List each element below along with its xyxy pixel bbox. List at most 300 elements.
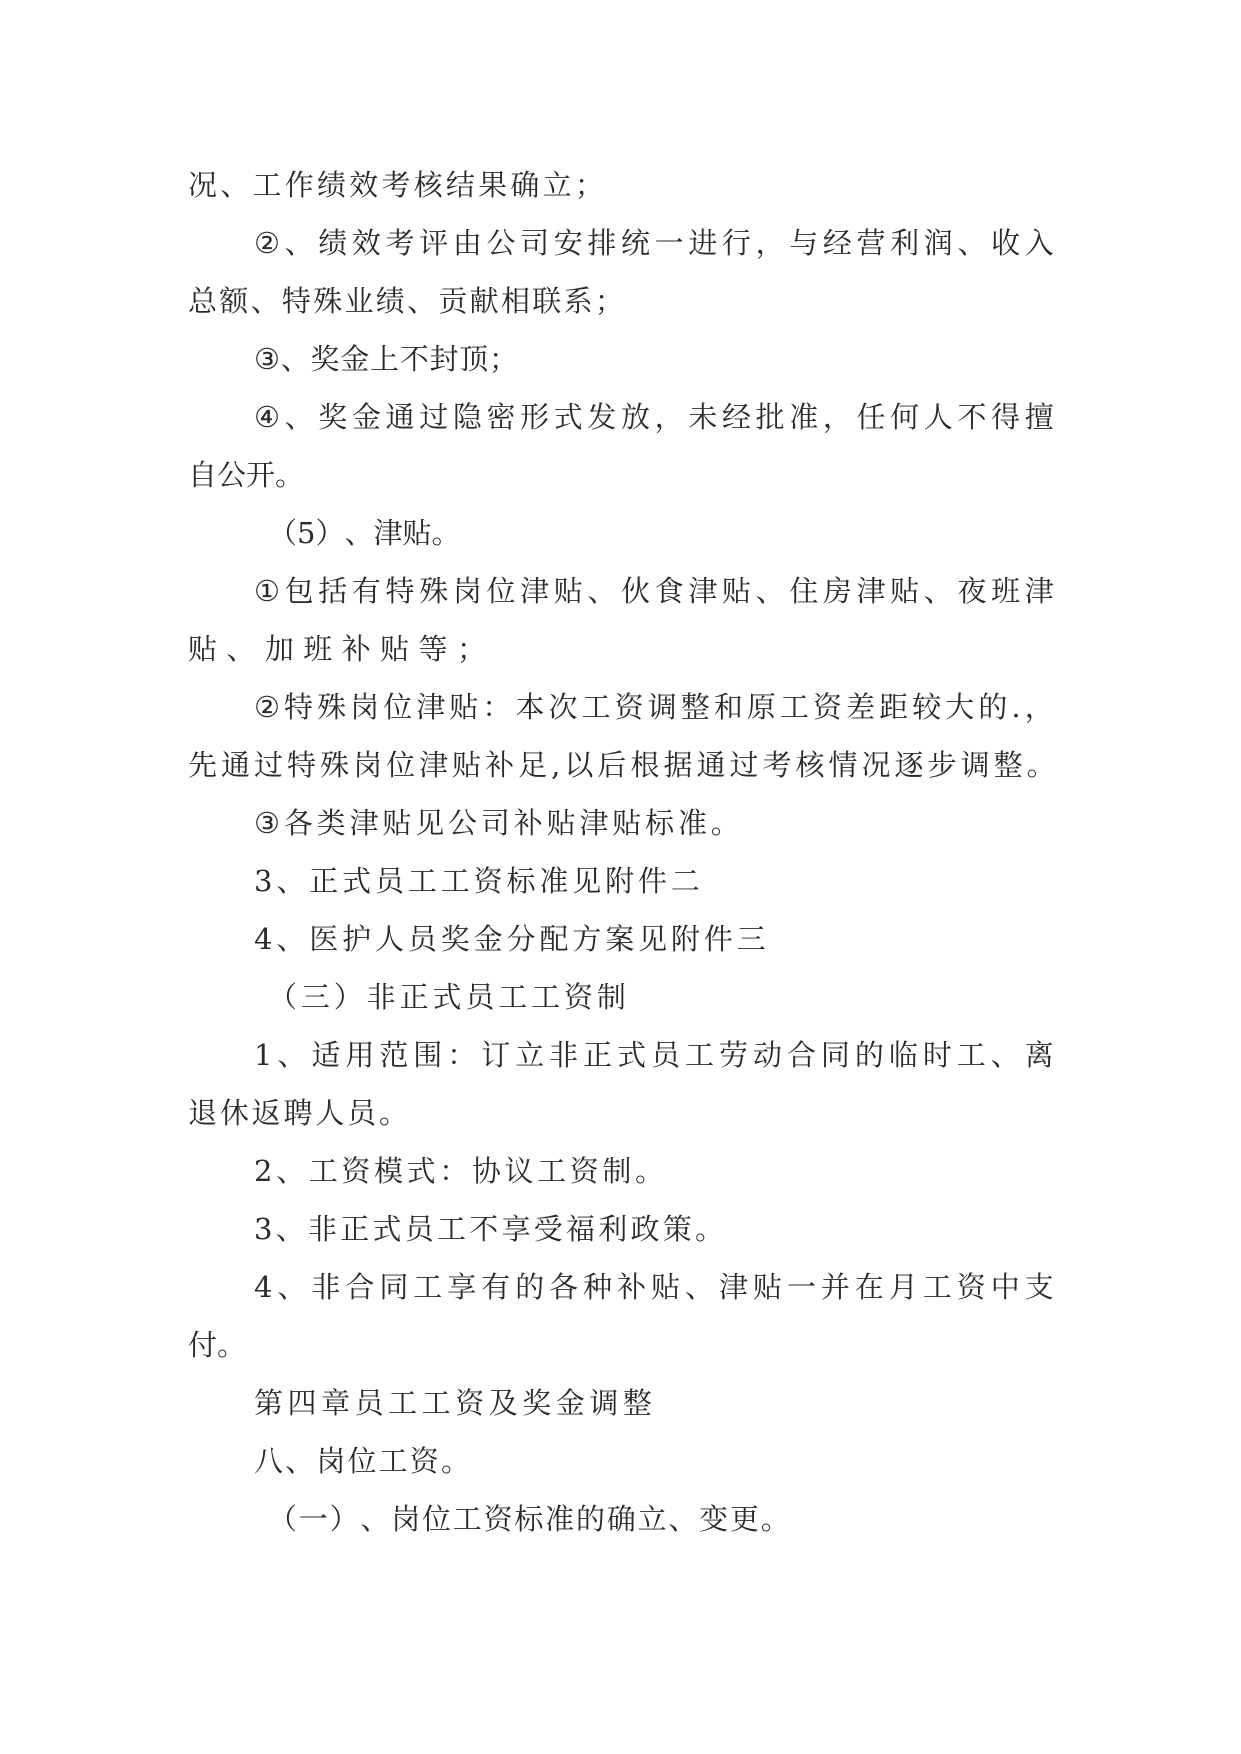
glyph: 劳 — [719, 1038, 749, 1072]
glyph: 通 — [696, 748, 726, 782]
glyph: 工 — [537, 1154, 567, 1188]
glyph: 。 — [431, 516, 461, 550]
glyph: 过 — [254, 748, 284, 782]
glyph: 、 — [226, 632, 256, 666]
glyph: 据 — [663, 748, 693, 782]
glyph: 工 — [407, 864, 437, 898]
glyph: 八 — [254, 1444, 284, 1478]
glyph: 公 — [217, 458, 247, 492]
glyph: 司 — [520, 226, 550, 260]
glyph: 、 — [755, 574, 785, 608]
glyph: 额 — [219, 284, 249, 318]
glyph: 核 — [413, 168, 443, 202]
glyph: 制 — [602, 1154, 632, 1188]
glyph: 工 — [956, 1038, 986, 1072]
glyph: 献 — [469, 284, 499, 318]
text-line — [254, 570, 1054, 612]
glyph: 退 — [188, 1096, 218, 1130]
glyph: 利 — [890, 226, 920, 260]
glyph: 先 — [188, 748, 218, 782]
glyph: 贴 — [382, 806, 412, 840]
glyph: 变 — [699, 1502, 729, 1536]
glyph: 、 — [360, 1502, 390, 1536]
glyph: 正 — [583, 1038, 613, 1072]
glyph: 策 — [662, 1212, 692, 1246]
glyph: ； — [456, 632, 486, 666]
glyph: ： — [482, 690, 512, 724]
glyph: 班 — [991, 574, 1021, 608]
glyph: 形 — [520, 400, 550, 434]
glyph: 资 — [409, 1444, 439, 1478]
glyph: 、 — [587, 574, 617, 608]
glyph: 分 — [506, 922, 536, 956]
glyph: 工 — [452, 1502, 482, 1536]
glyph: 特 — [385, 574, 415, 608]
glyph: 工 — [413, 1270, 443, 1304]
glyph: 享 — [447, 1270, 477, 1304]
glyph: 类 — [316, 806, 346, 840]
glyph: 休 — [219, 1096, 249, 1130]
glyph: 资 — [483, 1502, 513, 1536]
glyph: 位 — [386, 748, 416, 782]
glyph: 同 — [379, 1270, 409, 1304]
glyph: 差 — [846, 690, 876, 724]
glyph: 三 — [300, 980, 330, 1014]
glyph: 伙 — [621, 574, 651, 608]
glyph: 原 — [746, 690, 776, 724]
glyph: 、 — [220, 168, 250, 202]
glyph: 标 — [645, 806, 675, 840]
glyph: 金 — [340, 342, 370, 376]
glyph: 、 — [407, 284, 437, 318]
glyph: 奖 — [310, 342, 340, 376]
glyph: 式 — [553, 400, 583, 434]
glyph: 、 — [284, 400, 314, 434]
glyph: 过 — [729, 748, 759, 782]
glyph: 员 — [407, 922, 437, 956]
glyph: 后 — [597, 748, 627, 782]
glyph: 一 — [654, 226, 684, 260]
glyph: 食 — [654, 574, 684, 608]
glyph: 开 — [246, 458, 276, 492]
glyph: 特 — [287, 748, 317, 782]
glyph: 经 — [822, 226, 852, 260]
subsection-heading — [268, 1498, 790, 1540]
glyph: ： — [439, 1154, 469, 1188]
glyph: 津 — [719, 1270, 749, 1304]
glyph: 模 — [373, 1154, 403, 1188]
glyph: 资 — [455, 1386, 485, 1420]
glyph: 与 — [789, 226, 819, 260]
glyph: 件 — [637, 864, 667, 898]
text-line — [188, 454, 305, 496]
glyph: 立 — [637, 1502, 667, 1536]
glyph: 何 — [890, 400, 920, 434]
glyph: 安 — [553, 226, 583, 260]
glyph: 式 — [432, 980, 462, 1014]
glyph: 贴 — [651, 1270, 681, 1304]
glyph: 考 — [762, 748, 792, 782]
glyph: 工 — [581, 690, 611, 724]
text-line — [254, 338, 518, 380]
glyph: 公 — [448, 806, 478, 840]
glyph: 、 — [284, 226, 314, 260]
glyph: ② — [254, 226, 280, 260]
glyph: 系 — [563, 284, 593, 318]
glyph: 密 — [486, 400, 516, 434]
glyph: 、 — [280, 342, 310, 376]
glyph: 正 — [309, 864, 339, 898]
glyph: 绩 — [375, 284, 405, 318]
glyph: 贴 — [721, 574, 751, 608]
glyph: 奖 — [522, 1386, 552, 1420]
glyph: 并 — [820, 1270, 850, 1304]
glyph: 工 — [436, 1212, 466, 1246]
glyph: 附 — [605, 864, 635, 898]
glyph: 上 — [369, 342, 399, 376]
glyph: 。 — [275, 458, 305, 492]
glyph: 的 — [854, 1038, 884, 1072]
glyph: 2 — [254, 1154, 273, 1188]
text-line — [188, 280, 624, 322]
glyph: 房 — [822, 574, 852, 608]
glyph: 得 — [991, 400, 1021, 434]
text-line — [254, 1266, 1054, 1308]
glyph: 4 — [254, 922, 273, 956]
glyph: 付 — [188, 1328, 218, 1362]
glyph: 殊 — [320, 748, 350, 782]
glyph: 准 — [789, 400, 819, 434]
glyph: 司 — [480, 806, 510, 840]
glyph: 式 — [342, 864, 372, 898]
glyph: 正 — [340, 1212, 370, 1246]
glyph: 补 — [617, 1270, 647, 1304]
glyph: 资 — [614, 690, 644, 724]
glyph: 方 — [572, 922, 602, 956]
glyph: 作 — [284, 168, 314, 202]
glyph: 一 — [298, 1502, 328, 1536]
glyph: 员 — [651, 1038, 681, 1072]
glyph: 联 — [532, 284, 562, 318]
glyph: 次 — [548, 690, 578, 724]
glyph: 津 — [688, 574, 718, 608]
glyph: 员 — [404, 1212, 434, 1246]
glyph: 位 — [383, 690, 413, 724]
glyph: 津 — [349, 806, 379, 840]
glyph: 中 — [990, 1270, 1020, 1304]
glyph: 有 — [351, 574, 381, 608]
text-line — [188, 164, 604, 206]
glyph: 3 — [254, 864, 273, 898]
glyph: 种 — [583, 1270, 613, 1304]
glyph: 动 — [752, 1038, 782, 1072]
glyph: 准 — [545, 1502, 575, 1536]
glyph: 四 — [287, 1386, 317, 1420]
glyph: 工 — [498, 980, 528, 1014]
glyph: 效 — [349, 168, 379, 202]
glyph: 岗 — [452, 574, 482, 608]
glyph: 时 — [922, 1038, 952, 1072]
glyph: 调 — [960, 748, 990, 782]
glyph: （ — [268, 516, 298, 550]
glyph: 工 — [685, 1038, 715, 1072]
glyph: ③ — [254, 342, 280, 376]
glyph: 调 — [647, 690, 677, 724]
glyph: 立 — [515, 1038, 545, 1072]
glyph: 工 — [378, 1444, 408, 1478]
glyph: 、 — [957, 226, 987, 260]
glyph: ； — [594, 284, 624, 318]
glyph: 金 — [351, 400, 381, 434]
glyph: 的 — [575, 1502, 605, 1536]
glyph: 人 — [315, 1096, 345, 1130]
glyph: 整 — [680, 690, 710, 724]
glyph: 津 — [416, 690, 446, 724]
glyph: 员 — [347, 1096, 377, 1130]
glyph: 班 — [303, 632, 333, 666]
glyph: 见 — [415, 806, 445, 840]
glyph: 过 — [419, 400, 449, 434]
glyph: 批 — [755, 400, 785, 434]
text-line — [268, 512, 461, 554]
glyph: 位 — [421, 1502, 451, 1536]
glyph: ， — [755, 226, 785, 260]
glyph: 未 — [688, 400, 718, 434]
text-line — [254, 1034, 1054, 1076]
glyph: 入 — [1024, 226, 1054, 260]
glyph: 考 — [385, 226, 415, 260]
glyph: 。 — [710, 806, 740, 840]
glyph: ） — [333, 980, 363, 1014]
glyph: 津 — [419, 748, 449, 782]
glyph: 福 — [565, 1212, 595, 1246]
glyph: 确 — [510, 168, 540, 202]
glyph: 调 — [589, 1386, 619, 1420]
glyph: 人 — [923, 400, 953, 434]
glyph: 。 — [634, 1154, 664, 1188]
text-line — [254, 396, 1054, 438]
glyph: 范 — [379, 1038, 409, 1072]
glyph: 、 — [275, 1212, 305, 1246]
glyph: 贴 — [752, 1270, 782, 1304]
glyph: 考 — [381, 168, 411, 202]
glyph: 、 — [668, 1502, 698, 1536]
glyph: 工 — [252, 168, 282, 202]
glyph: 在 — [854, 1270, 884, 1304]
glyph: 统 — [621, 226, 651, 260]
glyph: 逐 — [894, 748, 924, 782]
glyph: （ — [268, 980, 298, 1014]
glyph: 贴 — [546, 806, 576, 840]
glyph: 章 — [321, 1386, 351, 1420]
glyph: 不 — [957, 400, 987, 434]
glyph: 等 — [418, 632, 448, 666]
glyph: 殊 — [313, 284, 343, 318]
glyph: 贴 — [452, 748, 482, 782]
glyph: 一 — [786, 1270, 816, 1304]
glyph: ， — [1024, 690, 1054, 724]
glyph: 总 — [188, 284, 218, 318]
glyph: 补 — [341, 632, 371, 666]
glyph: 位 — [347, 1444, 377, 1478]
glyph: 3 — [254, 1212, 273, 1246]
glyph: ； — [574, 168, 604, 202]
glyph: 擅 — [1024, 400, 1054, 434]
glyph: 工 — [440, 864, 470, 898]
glyph: 岗 — [316, 1444, 346, 1478]
text-line — [188, 1092, 408, 1134]
glyph: 奖 — [318, 400, 348, 434]
glyph: 整 — [622, 1386, 652, 1420]
glyph: 工 — [779, 690, 809, 724]
glyph: 岗 — [391, 1502, 421, 1536]
glyph: 、 — [285, 1444, 315, 1478]
glyph: 贴 — [449, 690, 479, 724]
glyph: 标 — [514, 1502, 544, 1536]
glyph: 确 — [606, 1502, 636, 1536]
glyph: 案 — [605, 922, 635, 956]
glyph: 非 — [307, 1212, 337, 1246]
glyph: 、 — [277, 1038, 307, 1072]
glyph: 享 — [501, 1212, 531, 1246]
glyph: 。 — [760, 1502, 790, 1536]
text-line — [254, 918, 766, 960]
glyph: 和 — [713, 690, 743, 724]
glyph: 同 — [820, 1038, 850, 1072]
glyph: . — [1011, 690, 1021, 724]
text-line — [188, 1324, 247, 1366]
glyph: 贴 — [553, 574, 583, 608]
glyph: 、 — [276, 864, 306, 898]
glyph: 非 — [366, 980, 396, 1014]
glyph: 任 — [856, 400, 886, 434]
glyph: 聘 — [283, 1096, 313, 1130]
glyph: （ — [268, 1502, 298, 1536]
glyph: 准 — [539, 864, 569, 898]
text-line — [188, 744, 1056, 786]
glyph: 评 — [419, 226, 449, 260]
glyph: 适 — [311, 1038, 341, 1072]
section-heading — [268, 976, 626, 1018]
text-line — [254, 1208, 724, 1250]
glyph: 准 — [677, 806, 707, 840]
glyph: 用 — [345, 1038, 375, 1072]
glyph: 工 — [531, 980, 561, 1014]
glyph: 奖 — [440, 922, 470, 956]
glyph: 隐 — [452, 400, 482, 434]
glyph: 的 — [978, 690, 1008, 724]
glyph: 利 — [598, 1212, 628, 1246]
glyph: 发 — [587, 400, 617, 434]
glyph: ， — [822, 400, 852, 434]
glyph: 员 — [354, 1386, 384, 1420]
glyph: 以 — [564, 748, 594, 782]
glyph: 、 — [276, 922, 306, 956]
text-line — [254, 686, 1054, 728]
glyph: 金 — [473, 922, 503, 956]
glyph: 津 — [373, 516, 403, 550]
glyph: 。 — [378, 1096, 408, 1130]
glyph: 况 — [861, 748, 891, 782]
glyph: 、 — [923, 574, 953, 608]
glyph: 业 — [344, 284, 374, 318]
glyph: 支 — [1024, 1270, 1054, 1304]
glyph: 工 — [922, 1270, 952, 1304]
glyph: 工 — [388, 1386, 418, 1420]
glyph: 贡 — [438, 284, 468, 318]
glyph: 整 — [993, 748, 1023, 782]
glyph: ； — [488, 342, 518, 376]
glyph: 制 — [596, 980, 626, 1014]
glyph: 效 — [351, 226, 381, 260]
glyph: 岗 — [350, 690, 380, 724]
glyph: 配 — [539, 922, 569, 956]
glyph: 由 — [452, 226, 482, 260]
glyph: 员 — [465, 980, 495, 1014]
text-line — [254, 860, 700, 902]
glyph: 资 — [569, 1154, 599, 1188]
glyph: ② — [254, 690, 280, 724]
glyph: 贴 — [402, 516, 432, 550]
glyph: 式 — [617, 1038, 647, 1072]
glyph: 大 — [945, 690, 975, 724]
glyph: 、 — [685, 1270, 715, 1304]
glyph: 津 — [856, 574, 886, 608]
glyph: 绩 — [318, 226, 348, 260]
glyph: 资 — [473, 864, 503, 898]
glyph: 附 — [671, 922, 701, 956]
glyph: 非 — [311, 1270, 341, 1304]
text-line — [254, 222, 1054, 264]
glyph: 围 — [413, 1038, 443, 1072]
glyph: ： — [447, 1038, 477, 1072]
glyph: 贴 — [612, 806, 642, 840]
glyph: 不 — [469, 1212, 499, 1246]
glyph: 金 — [555, 1386, 585, 1420]
glyph: 见 — [638, 922, 668, 956]
text-line — [254, 802, 740, 844]
glyph: 封 — [429, 342, 459, 376]
glyph: 件 — [703, 922, 733, 956]
glyph: 补 — [485, 748, 515, 782]
glyph: 排 — [587, 226, 617, 260]
glyph: 足 — [518, 748, 548, 782]
glyph: 岗 — [353, 748, 383, 782]
glyph: 括 — [318, 574, 348, 608]
glyph: 离 — [1024, 1038, 1054, 1072]
glyph: 有 — [481, 1270, 511, 1304]
glyph: 。 — [694, 1212, 724, 1246]
glyph: 包 — [284, 574, 314, 608]
glyph: 式 — [406, 1154, 436, 1188]
glyph: 住 — [789, 574, 819, 608]
glyph: 政 — [630, 1212, 660, 1246]
glyph: 放 — [621, 400, 651, 434]
glyph: 加 — [264, 632, 294, 666]
glyph: 夜 — [957, 574, 987, 608]
glyph: 资 — [813, 690, 843, 724]
glyph: 更 — [729, 1502, 759, 1536]
glyph: 。 — [217, 1328, 247, 1362]
glyph: 三 — [736, 922, 766, 956]
glyph: 、 — [277, 1270, 307, 1304]
glyph: 人 — [375, 922, 405, 956]
glyph: 位 — [486, 574, 516, 608]
glyph: 5 — [297, 516, 316, 550]
glyph: 贴 — [188, 632, 218, 666]
glyph: 步 — [927, 748, 957, 782]
glyph: 4 — [254, 1270, 273, 1304]
